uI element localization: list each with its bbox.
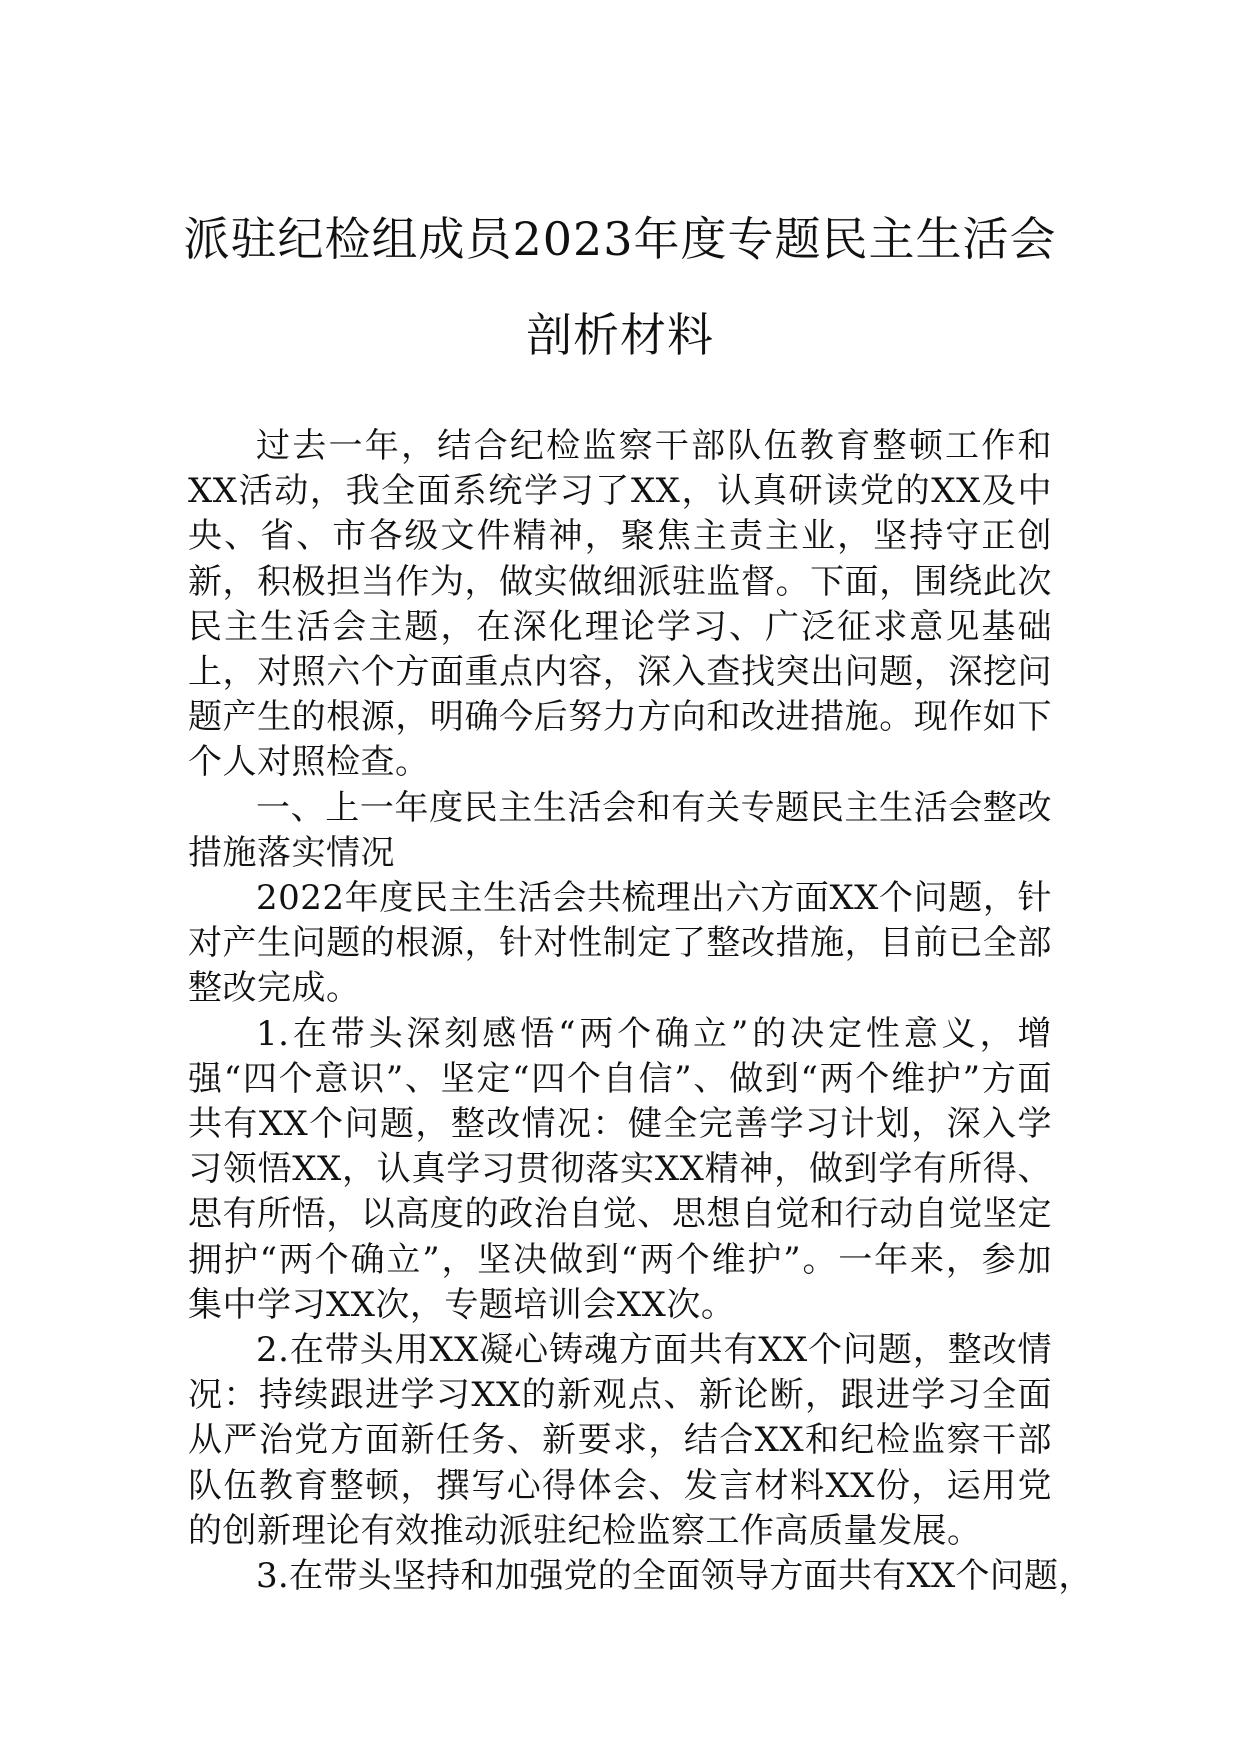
document-title-line-2: 剖析材料: [526, 308, 714, 362]
paragraph-summary-2022: 2022年度民主生活会共梳理出六方面XX个问题，针对产生问题的根源，针对性制定了整改措施，目前已全部整改完成。: [188, 878, 1052, 1009]
document-body: [188, 424, 1093, 1599]
paragraph-item-2: 2.在带头用XX凝心铸魂方面共有XX个问题，整改情况：持续跟进学习XX的新观点、新论断，跟进学习全面从严治党方面新任务、新要求，结合XX和纪检监察干部队伍教育整顿，撰写心得体会、发言材料XX份，运用党的创新理论有效推动派驻纪检监察工作高质量发展。: [188, 1330, 1052, 1551]
paragraph-intro: 过去一年，结合纪检监察干部队伍教育整顿工作和XX活动，我全面系统学习了XX，认真研读党的XX及中央、省、市各级文件精神，聚焦主责主业，坚持守正创新，积极担当作为，做实做细派驻监督。下面，围绕此次民主生活会主题，在深化理论学习、广泛征求意见基础上，对照六个方面重点内容，深入查找突出问题，深挖问题产生的根源，明确今后努力方向和改进措施。现作如下个人对照检查。: [188, 426, 1052, 783]
document-title-line-1: 派驻纪检组成员2023年度专题民主生活会: [183, 212, 1057, 266]
paragraph-item-3: 3.在带头坚持和加强党的全面领导方面共有XX个问题，: [256, 1556, 1093, 1597]
section-heading-1: 一、上一年度民主生活会和有关专题民主生活会整改措施落实情况: [188, 787, 1052, 873]
paragraph-item-1: 1.在带头深刻感悟“两个确立”的决定性意义，增强“四个意识”、坚定“四个自信”、做到“两个维护”方面共有XX个问题，整改情况：健全完善学习计划，深入学习领悟XX，认真学习贯彻落实XX精神，做到学有所得、思有所悟，以高度的政治自觉、思想自觉和行动自觉坚定拥护“两个确立”，坚决做到“两个维护”。一年来，参加集中学习XX次，专题培训会XX次。: [188, 1013, 1052, 1325]
